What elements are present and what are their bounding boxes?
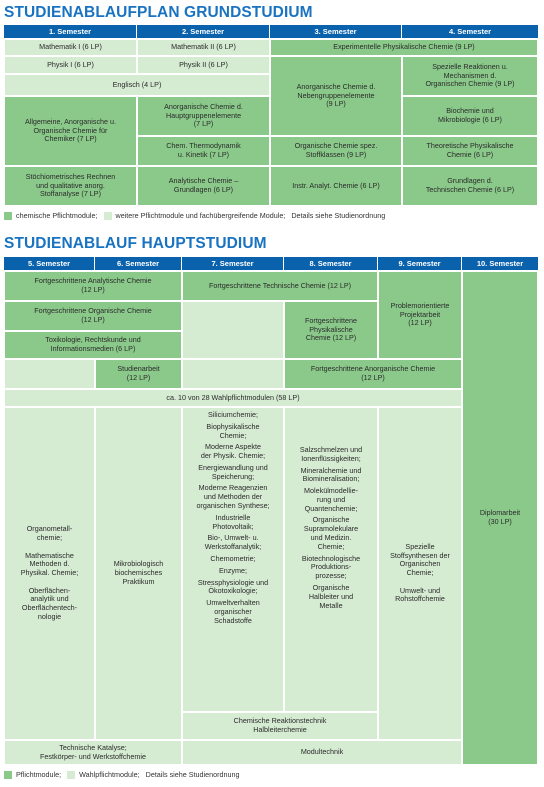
module-fortgeschrittene-physikalische: Fortgeschrittene Physikalische Chemie (12 LP) [284, 301, 378, 359]
wahlpflicht-summary: ca. 10 von 28 Wahlpflichtmodulen (58 LP) [4, 389, 462, 407]
legend-swatch-dark [4, 212, 12, 220]
header-semester-2: 2. Semester [137, 25, 270, 39]
legend-swatch-dark [4, 771, 12, 779]
module-problemorientierte-projektarbeit: Problemorientierte Projektarbeit (12 LP) [378, 271, 462, 359]
module-mathematik-2: Mathematik II (6 LP) [137, 39, 270, 56]
module-physik-2: Physik II (6 LP) [137, 56, 270, 74]
module-diplomarbeit: Diplomarbeit (30 LP) [462, 271, 538, 765]
legend-light-label: weitere Pflichtmodule und fachübergreifende Module; [115, 211, 286, 220]
empty-slot-sem7 [182, 301, 284, 359]
wahlmodul-item: Molekülmodellie- rung und Quantenchemie; [304, 486, 358, 513]
header-semester-9: 9. Semester [378, 257, 462, 271]
wahlmodul-item: Stressphysiologie und Ökotoxikologie; [197, 577, 269, 596]
module-englisch: Englisch (4 LP) [4, 74, 270, 96]
wahlpflicht-sem6: Mikrobiologisch biochemisches Praktikum [95, 407, 182, 740]
wahlmodul-item: Industrielle Photovoltaik; [212, 512, 254, 531]
empty-slot-sem5 [4, 359, 95, 389]
header-semester-6: 6. Semester [95, 257, 182, 271]
grundstudium-legend [4, 211, 385, 220]
wahlpflicht-technische-katalyse: Technische Katalyse; Festkörper- und Werkstoffchemie [4, 740, 182, 765]
wahlmodul-item: Biotechnologische Produktions- prozesse; [301, 553, 361, 581]
module-mathematik-1: Mathematik I (6 LP) [4, 39, 137, 56]
module-physik-1: Physik I (6 LP) [4, 56, 137, 74]
header-semester-8: 8. Semester [284, 257, 378, 271]
module-analytische-grundlagen: Analytische Chemie – Grundlagen (6 LP) [137, 166, 270, 206]
wahlmodul-item: Organische Halbleiter und Metalle [308, 582, 354, 610]
wahlmodul-item: Salzschmelzen und Ionenflüssigkeiten; [299, 445, 363, 463]
wahlpflicht-sem8 [284, 407, 378, 712]
wahlmodul-item: Umweltverhalten organischer Schadstoffe [206, 598, 260, 625]
wahlpflicht-reaktionstechnik: Chemische Reaktionstechnik Halbleiterchemie [182, 712, 378, 740]
module-anorganische-hauptgruppen: Anorganische Chemie d. Hauptgruppenelemente (7 LP) [137, 96, 270, 136]
module-anorganische-nebengruppen: Anorganische Chemie d. Nebengruppenelemente (9 LP) [270, 56, 402, 136]
wahlpflicht-sem5: Organometall- chemie; Mathematische Methoden d. Physikal. Chemie; Oberflächen- analytik und Oberflächentech- nologie [4, 407, 95, 740]
module-fortgeschrittene-analytik: Fortgeschrittene Analytische Chemie (12 LP) [4, 271, 182, 301]
legend-details: Details siehe Studienordnung [145, 770, 240, 779]
header-semester-7: 7. Semester [182, 257, 284, 271]
module-studienarbeit: Studienarbeit (12 LP) [95, 359, 182, 389]
module-instr-analytik: Instr. Analyt. Chemie (6 LP) [270, 166, 402, 206]
grundstudium-title: STUDIENABLAUFPLAN GRUNDSTUDIUM [4, 4, 313, 21]
module-theoretische-phys-chemie: Theoretische Physikalische Chemie (6 LP) [402, 136, 538, 166]
wahlpflicht-sem9: Spezielle Stoffsynthesen der Organischen Chemie; Umwelt- und Rohstoffchemie [378, 407, 462, 740]
module-organische-stoffklassen: Organische Chemie spez. Stoffklassen (9 LP) [270, 136, 402, 166]
wahlpflicht-modultechnik: Modultechnik [182, 740, 462, 765]
wahlmodul-item: Moderne Reagenzien und Methoden der organischen Synthese; [196, 483, 270, 511]
wahlmodul-item: Bio-, Umwelt- u. Werkstoffanalytik; [204, 533, 262, 552]
wahlmodul-item: Organische Supramolekulare und Medizin. Chemie; [303, 515, 359, 551]
wahlmodul-item: Mineralchemie und Biomineralisation; [300, 465, 362, 484]
header-semester-1: 1. Semester [4, 25, 137, 39]
module-biochemie: Biochemie und Mikrobiologie (6 LP) [402, 96, 538, 136]
header-semester-10: 10. Semester [462, 257, 538, 271]
module-allgemeine-anorg-org-chemie: Allgemeine, Anorganische u. Organische Chemie für Chemiker (7 LP) [4, 96, 137, 166]
legend-swatch-light [104, 212, 112, 220]
wahlmodul-item: Siliciumchemie; [208, 410, 258, 419]
module-fortgeschrittene-technische: Fortgeschrittene Technische Chemie (12 LP) [182, 271, 378, 301]
legend-swatch-light [67, 771, 75, 779]
module-experimentelle-phys-chemie: Experimentelle Physikalische Chemie (9 LP) [270, 39, 538, 56]
header-semester-4: 4. Semester [402, 25, 538, 39]
wahlmodul-item: Enzyme; [219, 565, 247, 575]
empty-slot-sem7b [182, 359, 284, 389]
module-grundlagen-technische-chemie: Grundlagen d. Technischen Chemie (6 LP) [402, 166, 538, 206]
legend-details: Details siehe Studienordnung [291, 211, 386, 220]
wahlmodul-item: Moderne Aspekte der Physik. Chemie; [200, 442, 266, 461]
legend-dark-label: Pflichtmodule; [16, 770, 62, 779]
module-thermodynamik: Chem. Thermodynamik u. Kinetik (7 LP) [137, 136, 270, 166]
hauptstudium-legend [4, 770, 240, 779]
wahlmodul-item: Energiewandlung und Speicherung; [198, 462, 268, 481]
legend-dark-label: chemische Pflichtmodule; [16, 211, 98, 220]
header-semester-3: 3. Semester [270, 25, 402, 39]
module-fortgeschrittene-anorganische: Fortgeschrittene Anorganische Chemie (12 LP) [284, 359, 462, 389]
wahlmodul-item: Chemometrie; [210, 553, 256, 563]
legend-light-label: Wahlpflichtmodule; [79, 770, 140, 779]
module-toxikologie: Toxikologie, Rechtskunde und Informationsmedien (6 LP) [4, 331, 182, 359]
module-fortgeschrittene-organische: Fortgeschrittene Organische Chemie (12 LP) [4, 301, 182, 331]
header-semester-5: 5. Semester [4, 257, 95, 271]
module-spezielle-reaktionen: Spezielle Reaktionen u. Mechanismen d. Organischen Chemie (9 LP) [402, 56, 538, 96]
wahlpflicht-sem7 [182, 407, 284, 712]
wahlmodul-item: Biophysikalische Chemie; [206, 421, 260, 440]
module-stoechiometrie: Stöchiometrisches Rechnen und qualitative anorg. Stoffanalyse (7 LP) [4, 166, 137, 206]
hauptstudium-title: STUDIENABLAUF HAUPTSTUDIUM [4, 235, 267, 252]
